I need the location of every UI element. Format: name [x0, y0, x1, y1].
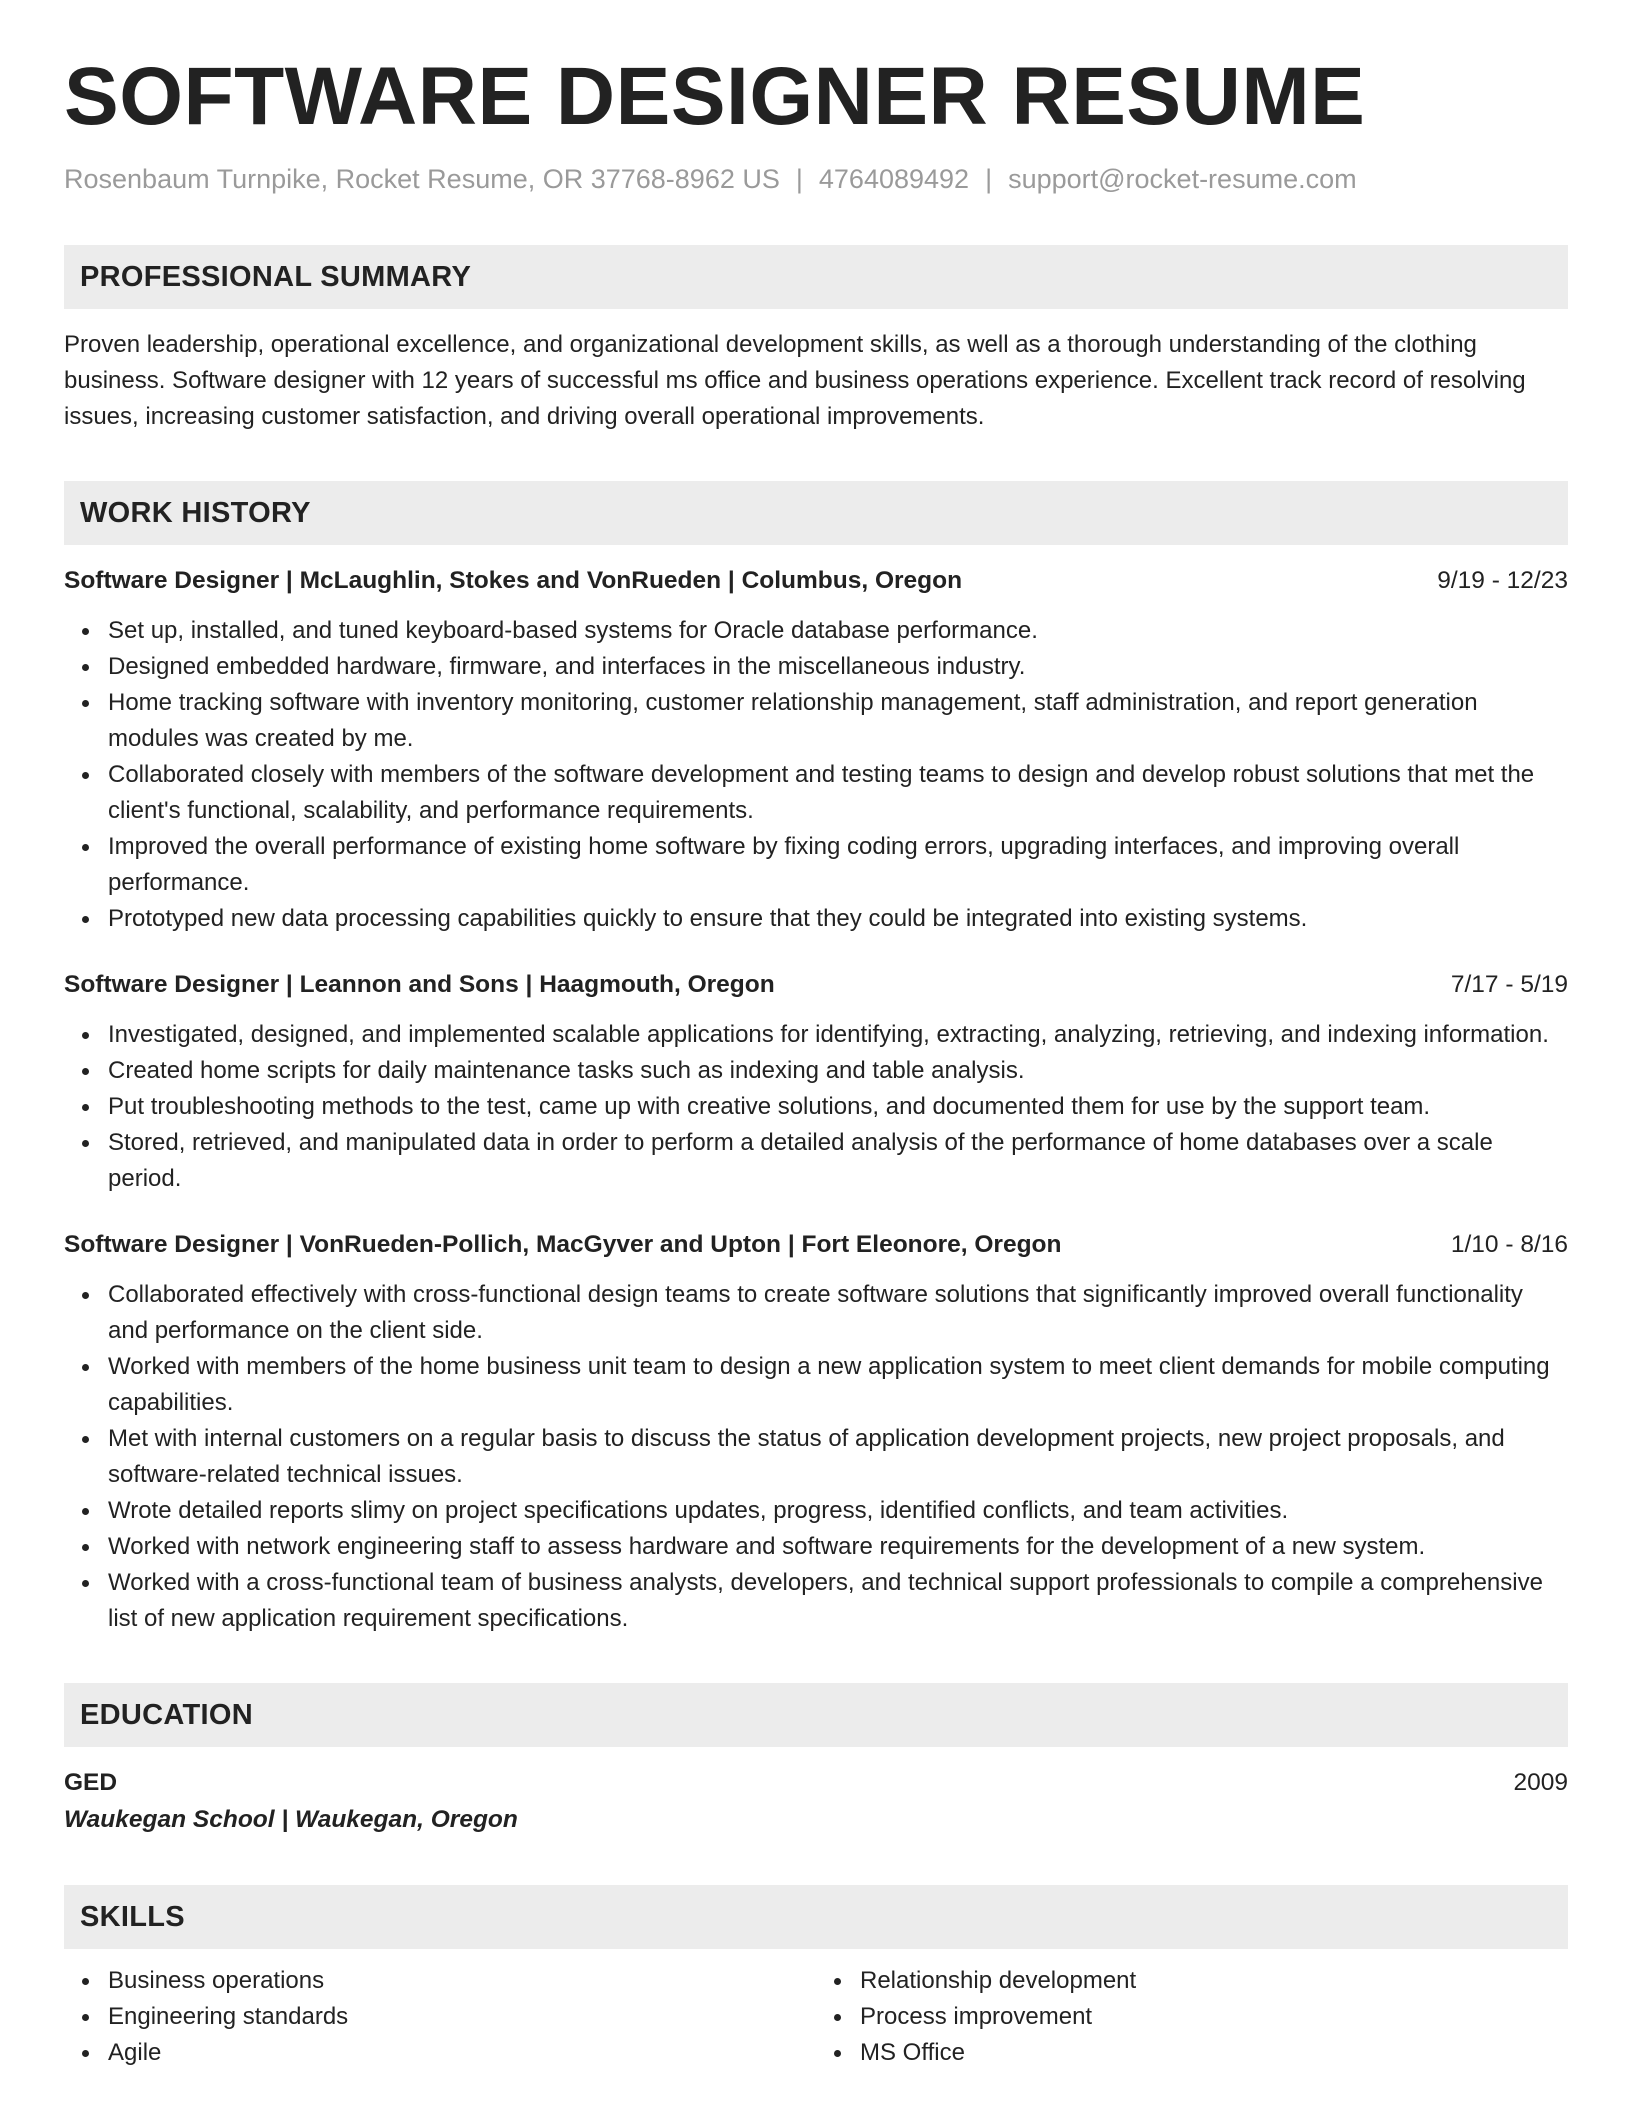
skills-list: [816, 1963, 1568, 2071]
resume-title: SOFTWARE DESIGNER RESUME: [64, 51, 1366, 142]
job-bullet: Collaborated effectively with cross-functional design teams to create software solutions that significantly improved overall functionality and performance on the client side.: [108, 1277, 1568, 1349]
job-title: Software Designer | VonRueden-Pollich, MacGyver and Upton | Fort Eleonore, Oregon: [64, 1231, 1062, 1259]
job-bullet: Wrote detailed reports slimy on project specifications updates, progress, identified conflicts, and team activities.: [108, 1493, 1568, 1529]
skill-item: Process improvement: [860, 1999, 1568, 2035]
job-entry: [64, 563, 1568, 937]
education-degree: GED: [64, 1769, 118, 1797]
contact-phone: 4764089492: [818, 164, 970, 195]
job-dates: 7/17 - 5/19: [1450, 971, 1568, 999]
job-bullet: Home tracking software with inventory monitoring, customer relationship management, staff administration, and report generation modules was created by me.: [108, 685, 1568, 757]
job-bullet: Investigated, designed, and implemented scalable applications for identifying, extracting, analyzing, retrieving, and indexing information.: [108, 1017, 1568, 1053]
skills-column-right: [816, 1963, 1568, 2071]
section-header-summary: PROFESSIONAL SUMMARY: [64, 245, 1568, 309]
skill-item: Agile: [108, 2035, 816, 2071]
education-school: Waukegan School | Waukegan, Oregon: [64, 1806, 518, 1834]
skills-list: [64, 1963, 816, 2071]
education-year: 2009: [1513, 1769, 1568, 1797]
job-entry: [64, 967, 1568, 1197]
section-header-education: EDUCATION: [64, 1683, 1568, 1747]
job-entry: [64, 1227, 1568, 1637]
skill-item: Business operations: [108, 1963, 816, 1999]
job-bullet: Improved the overall performance of existing home software by fixing coding errors, upgrading interfaces, and improving overall performance.: [108, 829, 1568, 901]
job-header: [64, 1227, 1568, 1263]
section-header-skills: SKILLS: [64, 1885, 1568, 1949]
skill-item: Relationship development: [860, 1963, 1568, 1999]
education-header: [64, 1765, 1568, 1801]
job-dates: 1/10 - 8/16: [1450, 1231, 1568, 1259]
education-entry: [64, 1765, 1568, 1839]
skill-item: MS Office: [860, 2035, 1568, 2071]
skill-item: Engineering standards: [108, 1999, 816, 2035]
job-title: Software Designer | Leannon and Sons | Haagmouth, Oregon: [64, 971, 775, 999]
job-bullet: Designed embedded hardware, firmware, and interfaces in the miscellaneous industry.: [108, 649, 1568, 685]
job-bullet: Set up, installed, and tuned keyboard-based systems for Oracle database performance.: [108, 613, 1568, 649]
job-header: [64, 967, 1568, 1003]
section-header-work-history: WORK HISTORY: [64, 481, 1568, 545]
job-bullet: Stored, retrieved, and manipulated data in order to perform a detailed analysis of the performance of home databases over a scale period.: [108, 1125, 1568, 1197]
job-bullet: Worked with network engineering staff to assess hardware and software requirements for the development of a new system.: [108, 1529, 1568, 1565]
skills-grid: [64, 1963, 1568, 2071]
contact-separator: |: [795, 164, 803, 195]
job-bullet: Prototyped new data processing capabilities quickly to ensure that they could be integrated into existing systems.: [108, 901, 1568, 937]
skills-column-left: [64, 1963, 816, 2071]
contact-line: [64, 162, 1568, 197]
job-bullet: Put troubleshooting methods to the test, came up with creative solutions, and documented them for use by the support team.: [108, 1089, 1568, 1125]
summary-text: Proven leadership, operational excellence, and organizational development skills, as well as a thorough understanding of the clothing business. Software designer with 12 years of successful ms office and business operations experience. Excellent track record of resolving issues, increasing customer satisfaction, and driving overall operational improvements.: [64, 331, 1526, 431]
job-bullet: Worked with a cross-functional team of business analysts, developers, and technical support professionals to compile a comprehensive list of new application requirement specifications.: [108, 1565, 1568, 1637]
contact-separator: |: [985, 164, 993, 195]
job-bullets: [64, 1017, 1568, 1197]
job-bullet: Met with internal customers on a regular basis to discuss the status of application development projects, new project proposals, and software-related technical issues.: [108, 1421, 1568, 1493]
job-bullet: Worked with members of the home business unit team to design a new application system to meet client demands for mobile computing capabilities.: [108, 1349, 1568, 1421]
job-bullets: [64, 1277, 1568, 1637]
contact-address: Rosenbaum Turnpike, Rocket Resume, OR 37768-8962 US: [64, 164, 780, 195]
job-header: [64, 563, 1568, 599]
job-bullet: Collaborated closely with members of the software development and testing teams to design and develop robust solutions that met the client's functional, scalability, and performance requirements.: [108, 757, 1568, 829]
contact-email: support@rocket-resume.com: [1008, 164, 1357, 195]
job-bullets: [64, 613, 1568, 937]
job-dates: 9/19 - 12/23: [1437, 567, 1568, 595]
job-title: Software Designer | McLaughlin, Stokes and VonRueden | Columbus, Oregon: [64, 567, 963, 595]
job-bullet: Created home scripts for daily maintenance tasks such as indexing and table analysis.: [108, 1053, 1568, 1089]
